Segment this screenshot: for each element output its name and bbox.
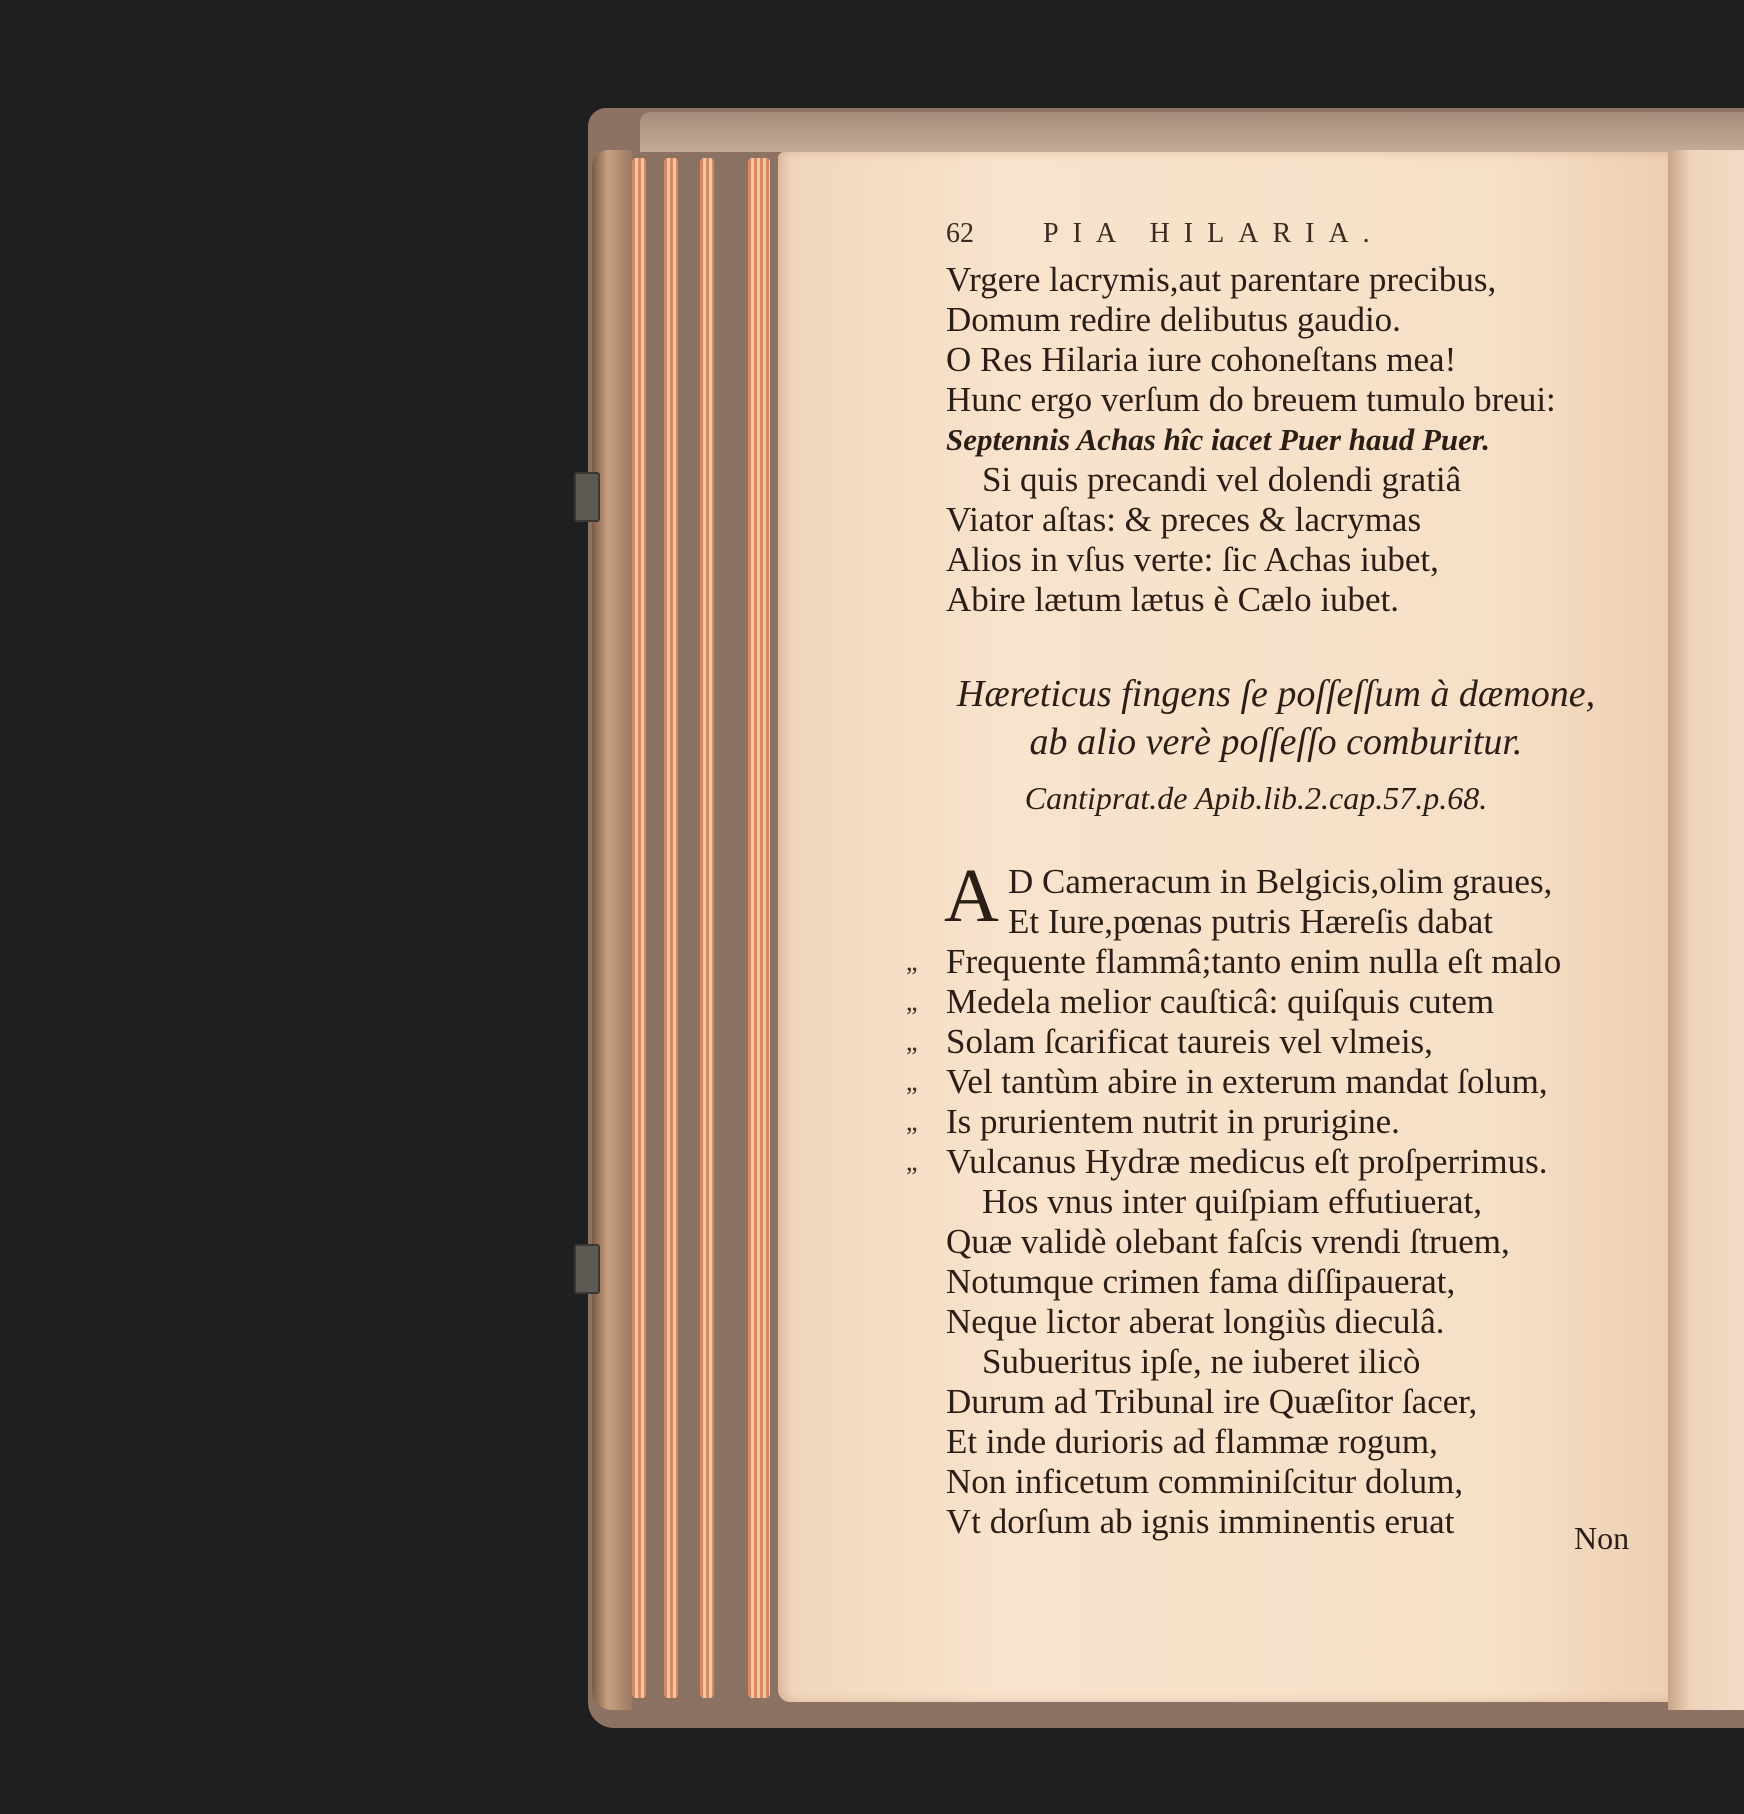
section-title xyxy=(946,670,1606,766)
verse-line xyxy=(906,1022,1561,1062)
verse-line xyxy=(946,460,1556,500)
section-title-line: Hæreticus fingens ſe poſſeſſum à dæmone, xyxy=(956,673,1596,715)
drop-cap: A xyxy=(944,854,999,938)
page-edges xyxy=(632,158,646,1698)
verse-line xyxy=(946,300,1556,340)
verse-text: Quæ validè olebant faſcis vrendi ſtruem, xyxy=(946,1222,1510,1261)
quote-mark: „ xyxy=(906,1027,918,1056)
book-spine-edge xyxy=(592,150,632,1710)
facing-page-edge xyxy=(1668,150,1744,1710)
verse-line xyxy=(946,1222,1561,1262)
verse-text: Vt dorſum ab ignis imminentis eruat xyxy=(946,1502,1455,1541)
verse-text: Hos vnus inter quiſpiam effutiuerat, xyxy=(982,1182,1482,1221)
verse-text: Viator aſtas: & preces & lacrymas xyxy=(946,500,1422,539)
verse-line xyxy=(906,1102,1561,1142)
verse-line xyxy=(906,1142,1561,1182)
catchword: Non xyxy=(1574,1520,1630,1556)
section-title-line: ab alio verè poſſeſſo comburitur. xyxy=(1029,721,1523,763)
poem-main xyxy=(906,862,1562,1542)
verse-text: Et inde durioris ad flammæ rogum, xyxy=(946,1422,1438,1461)
verse-text: O Res Hilaria iure cohoneſtans mea! xyxy=(946,340,1457,379)
verse-line xyxy=(946,1302,1561,1342)
verse-text: Vulcanus Hydræ medicus eſt proſperrimus. xyxy=(946,1142,1548,1181)
verse-line xyxy=(946,340,1556,380)
verse-line xyxy=(906,1062,1561,1102)
page-edges xyxy=(748,158,770,1698)
citation: Cantiprat.de Apib.lib.2.cap.57.p.68. xyxy=(1024,780,1488,816)
verse-text: Subueritus ipſe, ne iuberet ilicò xyxy=(982,1342,1421,1381)
verse-line xyxy=(946,260,1556,300)
page-number: 62 xyxy=(946,218,974,249)
verse-line xyxy=(946,1422,1561,1462)
clasp-icon xyxy=(574,1244,600,1294)
verse-text: Solam ſcarificat taureis vel vlmeis, xyxy=(946,1022,1433,1061)
verse-text: Frequente flammâ;tanto enim nulla eſt malo xyxy=(946,942,1562,981)
quote-mark: „ xyxy=(906,987,918,1016)
verse-line xyxy=(946,1262,1561,1302)
verse-line xyxy=(946,1182,1561,1222)
verse-text: Medela melior cauſticâ: quiſquis cutem xyxy=(946,982,1495,1021)
verse-line xyxy=(946,1502,1561,1542)
verse-line xyxy=(946,1462,1561,1502)
verse-text: Non inficetum comminiſcitur dolum, xyxy=(946,1462,1464,1501)
verse-line xyxy=(946,420,1556,460)
page-edges xyxy=(664,158,678,1698)
verse-text: Durum ad Tribunal ire Quæſitor ſacer, xyxy=(946,1382,1478,1421)
page-edges xyxy=(700,158,714,1698)
verse-text: Notumque crimen fama diſſipauerat, xyxy=(946,1262,1456,1301)
verse-text: Et Iure,pœnas putris Hæreſis dabat xyxy=(1008,902,1494,941)
verse-text: Hunc ergo verſum do breuem tumulo breui: xyxy=(946,380,1556,419)
verse-line xyxy=(946,580,1556,620)
quote-mark: „ xyxy=(906,1107,918,1136)
running-title: PIA HILARIA. xyxy=(1043,218,1384,249)
quote-mark: „ xyxy=(906,947,918,976)
verse-text: Abire lætum lætus è Cælo iubet. xyxy=(946,580,1400,619)
page-header xyxy=(946,218,1384,250)
verse-line xyxy=(946,902,1561,942)
verse-text: Septennis Achas hîc iacet Puer haud Puer. xyxy=(946,422,1490,457)
verse-line xyxy=(906,982,1561,1022)
verse-text: D Cameracum in Belgicis,olim graues, xyxy=(1008,862,1553,901)
quote-mark: „ xyxy=(906,1147,918,1176)
verse-line xyxy=(946,500,1556,540)
verse-text: Is prurientem nutrit in prurigine. xyxy=(946,1102,1400,1141)
verse-text: Neque lictor aberat longiùs dieculâ. xyxy=(946,1302,1445,1341)
verse-line xyxy=(906,942,1562,982)
poem-top xyxy=(946,260,1556,620)
verse-line xyxy=(946,862,1561,902)
clasp-icon xyxy=(574,472,600,522)
verse-line xyxy=(946,1382,1561,1422)
verse-text: Alios in vſus verte: ſic Achas iubet, xyxy=(946,540,1439,579)
verse-line xyxy=(946,540,1556,580)
verse-text: Vrgere lacrymis,aut parentare precibus, xyxy=(946,260,1497,299)
quote-mark: „ xyxy=(906,1067,918,1096)
verse-text: Domum redire delibutus gaudio. xyxy=(946,300,1401,339)
verse-line xyxy=(946,1342,1561,1382)
verse-text: Vel tantùm abire in exterum mandat ſolum, xyxy=(946,1062,1548,1101)
verse-text: Si quis precandi vel dolendi gratiâ xyxy=(982,460,1462,499)
verse-line xyxy=(946,380,1556,420)
book-top-edge xyxy=(640,112,1744,152)
